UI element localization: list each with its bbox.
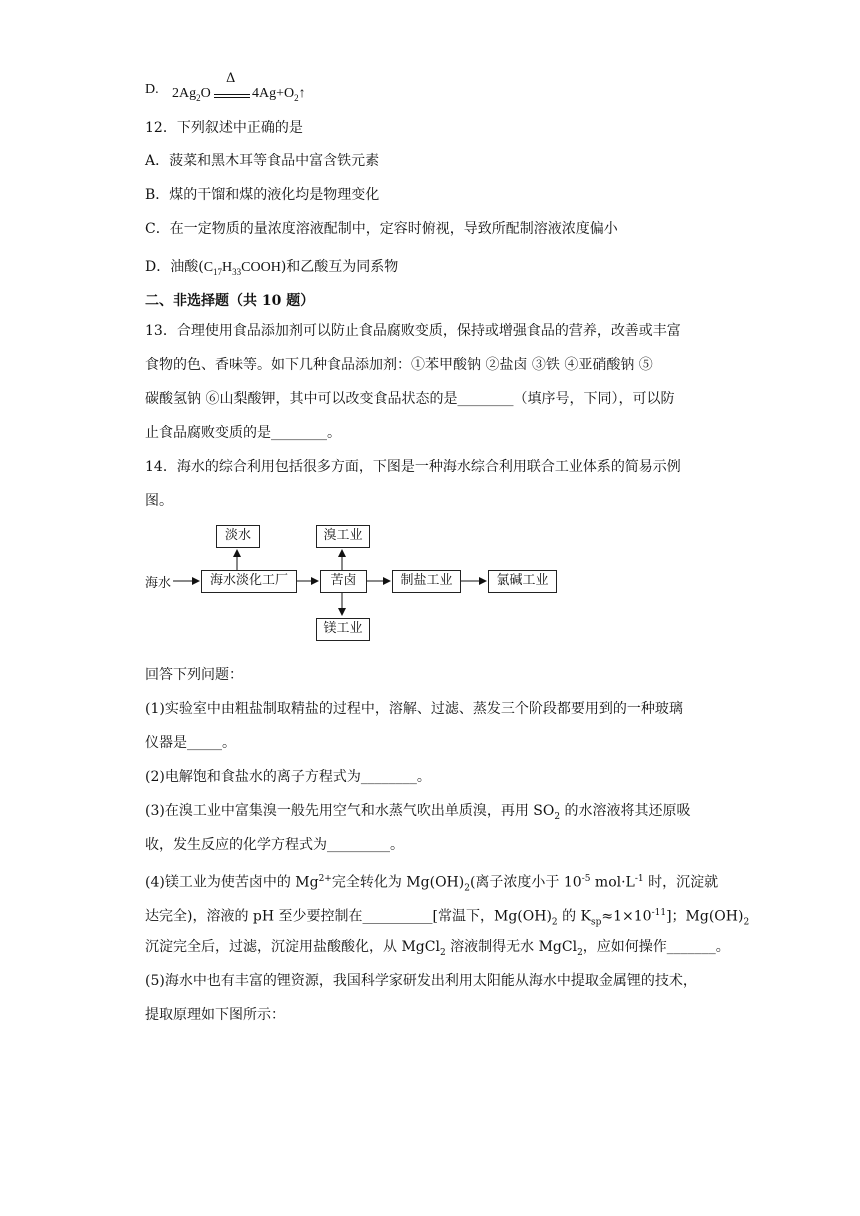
source-label: 海水 <box>145 576 172 591</box>
salt-industry-box: 制盐工业 <box>392 570 461 593</box>
gas-arrow-icon: ↑ <box>298 86 306 101</box>
q12-option-a: A．菠菜和黑木耳等食品中富含铁元素 <box>145 153 380 169</box>
q11-option-d <box>145 80 159 100</box>
products: 4Ag+O <box>252 86 295 101</box>
chloralkali-industry-box: 氯碱工业 <box>488 570 557 593</box>
q11-equation: $2Ag_2O$ Δ $4Ag+O_2↑$ <box>172 71 306 103</box>
q13-line-1: 13．合理使用食品添加剂可以防止食品腐败变质，保持或增强食品的营养，改善或丰富 <box>145 323 681 339</box>
answer-prompt: 回答下列问题： <box>145 667 243 683</box>
equals-line-bottom <box>214 97 250 98</box>
p3-line-1: (3)在溴工业中富集溴一般先用空气和水蒸气吹出单质溴，再用 $SO_2$ 的水溶液将其还原吸 <box>145 803 691 822</box>
q12-option-d: D．油酸$(C_{17}H_{33}COOH)$和乙酸互为同系物 <box>145 259 399 277</box>
reactant: 2Ag <box>172 86 197 101</box>
p1-line-2: 仪器是_____。 <box>145 735 236 751</box>
q12-stem: 12．下列叙述中正确的是 <box>145 120 303 136</box>
p4-line-3: 沉淀完全后，过滤，沉淀用盐酸酸化，从 MgCl$_2$ 溶液制得无水 MgCl$_2$，应如何操作_______。 <box>145 939 730 958</box>
p2-line: (2)电解饱和食盐水的离子方程式为________。 <box>145 769 431 785</box>
heat-condition: Δ <box>226 71 236 86</box>
q13-line-4: 止食品腐败变质的是________。 <box>145 425 341 441</box>
q12-option-c: C．在一定物质的量浓度溶液配制中，定容时俯视，导致所配制溶液浓度偏小 <box>145 221 618 237</box>
magnesium-industry-box: 镁工业 <box>316 618 370 641</box>
seawater-flow-diagram <box>140 518 570 646</box>
p5-line-1: (5)海水中也有丰富的锂资源，我国科学家研发出利用太阳能从海水中提取金属锂的技术， <box>145 973 697 989</box>
freshwater-box: 淡水 <box>216 525 260 548</box>
p1-line-1: (1)实验室中由粗盐制取精盐的过程中，溶解、过滤、蒸发三个阶段都要用到的一种玻璃 <box>145 701 683 717</box>
q12-option-b: B．煤的干馏和煤的液化均是物理变化 <box>145 187 380 203</box>
option-letter: D. <box>145 82 159 97</box>
desalination-plant-box: 海水淡化工厂 <box>201 570 297 593</box>
bittern-box: 苦卤 <box>320 570 367 593</box>
q13-line-2: 食物的色、香味等。如下几种食品添加剂：①苯甲酸钠 ②盐卤 ③铁 ④亚硝酸钠 ⑤ <box>145 357 653 373</box>
q13-line-3: 碳酸氢钠 ⑥山梨酸钾，其中可以改变食品状态的是________（填序号，下同），可以防 <box>145 391 675 407</box>
p3-line-2: 收，发生反应的化学方程式为_________。 <box>145 837 404 853</box>
p4-line-2: 达完全)，溶液的 pH 至少要控制在__________[常温下，$Mg(OH)_2$ 的 $K_{sp}\approx 1\times 10^{-11}$]；$Mg(OH)_2$ <box>145 908 750 928</box>
q14-line-2: 图。 <box>145 493 173 509</box>
equals-line-top <box>214 94 250 95</box>
q14-line-1: 14．海水的综合利用包括很多方面，下图是一种海水综合利用联合工业体系的简易示例 <box>145 459 681 475</box>
bromine-industry-box: 溴工业 <box>316 525 370 548</box>
p5-line-2: 提取原理如下图所示： <box>145 1007 285 1023</box>
section-heading: 二、非选择题（共 10 题） <box>145 293 315 309</box>
p4-line-1: (4)镁工业为使苦卤中的 $Mg^{2+}$完全转化为 $Mg(OH)_2$(离子浓度小于 $10^{-5}$ $mol\cdot L^{-1}$ 时，沉淀就 <box>145 874 719 894</box>
